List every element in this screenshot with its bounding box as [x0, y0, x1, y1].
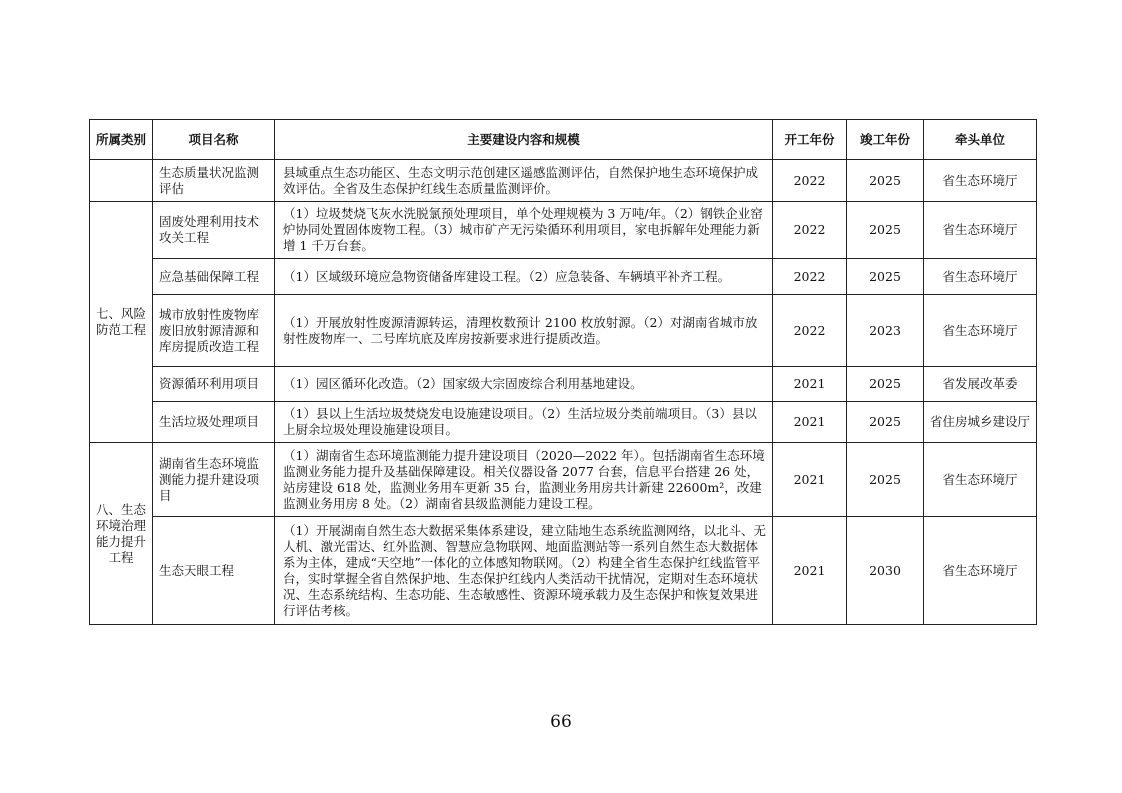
content-cell: （1）开展湖南自然生态大数据采集体系建设，建立陆地生态系统监测网络，以北斗、无人机、激光雷达、红外监测、智慧应急物联网、地面监测站等一系列自然生态大数据体系为主体，建成“天空地”一体化的立体感知物联网。（2）构建全省生态保护红线监管平台，实时掌握全省自然保护地、生态保护红线内人类活动干扰情况，定期对生态环境状况、生态系统结构、生态功能、生态敏感性、资源环境承载力及生态保护和恢复效果进行评估考核。 — [275, 517, 773, 625]
start-year-cell: 2022 — [773, 295, 847, 367]
table-row — [90, 202, 1037, 259]
table-header-row — [90, 120, 1037, 160]
lead-unit-cell: 省生态环境厅 — [924, 517, 1037, 625]
end-year-cell: 2025 — [847, 402, 924, 443]
project-name-cell: 生活垃圾处理项目 — [153, 402, 275, 443]
content-cell: （1）开展放射性废源清源转运，清理枚数预计 2100 枚放射源。（2）对湖南省城市放射性废物库一、二号库坑底及库房按新要求进行提质改造。 — [275, 295, 773, 367]
table-row — [90, 367, 1037, 402]
end-year-cell: 2030 — [847, 517, 924, 625]
header-category: 所属类别 — [90, 120, 153, 160]
header-content: 主要建设内容和规模 — [275, 120, 773, 160]
table-row — [90, 517, 1037, 625]
project-name-cell: 城市放射性废物库废旧放射源清源和库房提质改造工程 — [153, 295, 275, 367]
header-lead-unit: 牵头单位 — [924, 120, 1037, 160]
content-cell: （1）湖南省生态环境监测能力提升建设项目（2020—2022 年）。包括湖南省生态环境监测业务能力提升及基础保障建设。相关仪器设备 2077 台套，信息平台搭建 26 处，站房建设 618 处，监测业务用车更新 35 台，监测业务用房共计新建 22600m²，改建监测业务用房 8 处。（2）湖南省县级监测能力建设工程。 — [275, 443, 773, 517]
end-year-cell: 2025 — [847, 259, 924, 295]
category-cell — [90, 160, 153, 202]
project-name-cell: 资源循环利用项目 — [153, 367, 275, 402]
header-start-year: 开工年份 — [773, 120, 847, 160]
content-cell: 县域重点生态功能区、生态文明示范创建区遥感监测评估，自然保护地生态环境保护成效评估。全省及生态保护红线生态质量监测评价。 — [275, 160, 773, 202]
start-year-cell: 2022 — [773, 160, 847, 202]
start-year-cell: 2021 — [773, 517, 847, 625]
end-year-cell: 2025 — [847, 202, 924, 259]
content-cell: （1）园区循环化改造。（2）国家级大宗固废综合利用基地建设。 — [275, 367, 773, 402]
end-year-cell: 2025 — [847, 443, 924, 517]
end-year-cell: 2025 — [847, 367, 924, 402]
project-name-cell: 应急基础保障工程 — [153, 259, 275, 295]
start-year-cell: 2021 — [773, 402, 847, 443]
start-year-cell: 2022 — [773, 202, 847, 259]
lead-unit-cell: 省发展改革委 — [924, 367, 1037, 402]
table-row — [90, 295, 1037, 367]
lead-unit-cell: 省住房城乡建设厅 — [924, 402, 1037, 443]
lead-unit-cell: 省生态环境厅 — [924, 160, 1037, 202]
table-row — [90, 443, 1037, 517]
content-cell: （1）垃圾焚烧飞灰水洗脱氯预处理项目，单个处理规模为 3 万吨/年。（2）钢铁企业窑炉协同处置固体废物工程。（3）城市矿产无污染循环利用项目，家电拆解年处理能力新增 1 千万台套。 — [275, 202, 773, 259]
content-cell: （1）县以上生活垃圾焚烧发电设施建设项目。（2）生活垃圾分类前端项目。（3）县以上厨余垃圾处理设施建设项目。 — [275, 402, 773, 443]
page-number: 66 — [550, 712, 572, 732]
end-year-cell: 2023 — [847, 295, 924, 367]
lead-unit-cell: 省生态环境厅 — [924, 202, 1037, 259]
project-name-cell: 生态质量状况监测评估 — [153, 160, 275, 202]
header-project-name: 项目名称 — [153, 120, 275, 160]
end-year-cell: 2025 — [847, 160, 924, 202]
category-cell: 八、生态环境治理能力提升工程 — [90, 443, 153, 625]
start-year-cell: 2021 — [773, 367, 847, 402]
start-year-cell: 2022 — [773, 259, 847, 295]
start-year-cell: 2021 — [773, 443, 847, 517]
project-table — [89, 119, 1037, 625]
project-name-cell: 固废处理利用技术攻关工程 — [153, 202, 275, 259]
header-end-year: 竣工年份 — [847, 120, 924, 160]
lead-unit-cell: 省生态环境厅 — [924, 259, 1037, 295]
table-row — [90, 402, 1037, 443]
project-name-cell: 生态天眼工程 — [153, 517, 275, 625]
content-cell: （1）区域级环境应急物资储备库建设工程。（2）应急装备、车辆填平补齐工程。 — [275, 259, 773, 295]
lead-unit-cell: 省生态环境厅 — [924, 295, 1037, 367]
table-row — [90, 259, 1037, 295]
table-row — [90, 160, 1037, 202]
lead-unit-cell: 省生态环境厅 — [924, 443, 1037, 517]
project-name-cell: 湖南省生态环境监测能力提升建设项目 — [153, 443, 275, 517]
category-cell: 七、风险防范工程 — [90, 202, 153, 443]
